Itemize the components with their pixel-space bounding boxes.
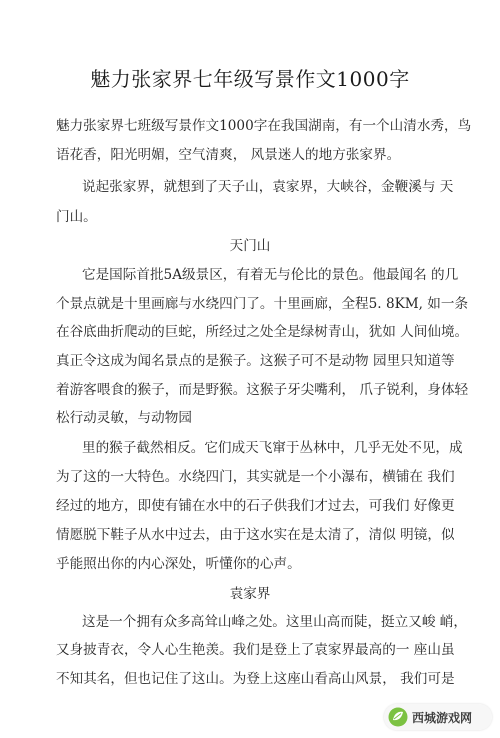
paragraph-line: 魅力张家界七班级写景作文1000字在我国湖南，有一个山清水秀，鸟 bbox=[56, 118, 472, 134]
leaf-logo-icon bbox=[388, 707, 408, 727]
section-heading-tianmenshan: 天门山 bbox=[229, 238, 271, 254]
paragraph-line: 在谷底曲折爬动的巨蛇，所经过之处全是绿树青山，犹如 人间仙境。 bbox=[56, 324, 469, 340]
paragraph-line: 经过的地方，即使有铺在水中的石子供我们才过去，可我们 好像更 bbox=[56, 498, 455, 514]
paragraph-line: 语花香，阳光明媚，空气清爽， 风景迷人的地方张家界。 bbox=[56, 147, 401, 163]
paragraph-line: 说起张家界，就想到了天子山，袁家界，大峡谷，金鞭溪与 天 bbox=[82, 179, 454, 195]
paragraph-line: 着游客喂食的猴子，而是野猴。这猴子牙尖嘴利， 爪子锐利，身体轻 bbox=[56, 382, 469, 398]
paragraph-line: 情愿脱下鞋子从水中过去，由于这水实在是太清了，清似 明镜，似 bbox=[56, 527, 455, 543]
paragraph-line: 门山。 bbox=[56, 209, 97, 225]
paragraph-line: 松行动灵敏，与动物园 bbox=[56, 410, 192, 426]
paragraph-line: 乎能照出你的内心深处，听懂你的心声。 bbox=[56, 556, 301, 572]
site-watermark bbox=[384, 704, 492, 730]
watermark-text: 西城游戏网 bbox=[412, 710, 473, 725]
paragraph-line: 个景点就是十里画廊与水绕四门了。十里画廊，全程5. 8KM, 如一条 bbox=[56, 296, 469, 312]
paragraph-line: 不知其名，但也记住了这山。为登上这座山看高山风景， 我们可是 bbox=[56, 671, 455, 687]
paragraph-line: 为了这的一大特色。水绕四门，其实就是一个小瀑布，横铺在 我们 bbox=[56, 469, 455, 485]
section-heading-yuanjiajie: 袁家界 bbox=[229, 586, 271, 602]
paragraph-line: 里的猴子截然相反。它们成天飞窜于丛林中，几乎无处不见，成 bbox=[82, 440, 463, 456]
paragraph-line: 它是国际首批5A级景区，有着无与伦比的景色。他最闻名 的几 bbox=[82, 267, 459, 283]
paragraph-line: 这是一个拥有众多高耸山峰之处。这里山高而陡，挺立又峻 峭， bbox=[82, 614, 467, 630]
paragraph-line: 又身披青衣，令人心生艳羡。我们是登上了袁家界最高的一 座山虽 bbox=[56, 642, 455, 658]
paragraph-line: 真正令这成为闻名景点的是猴子。这猴子可不是动物 园里只知道等 bbox=[56, 353, 455, 369]
page-title: 魅力张家界七年级写景作文1000字 bbox=[90, 67, 410, 91]
